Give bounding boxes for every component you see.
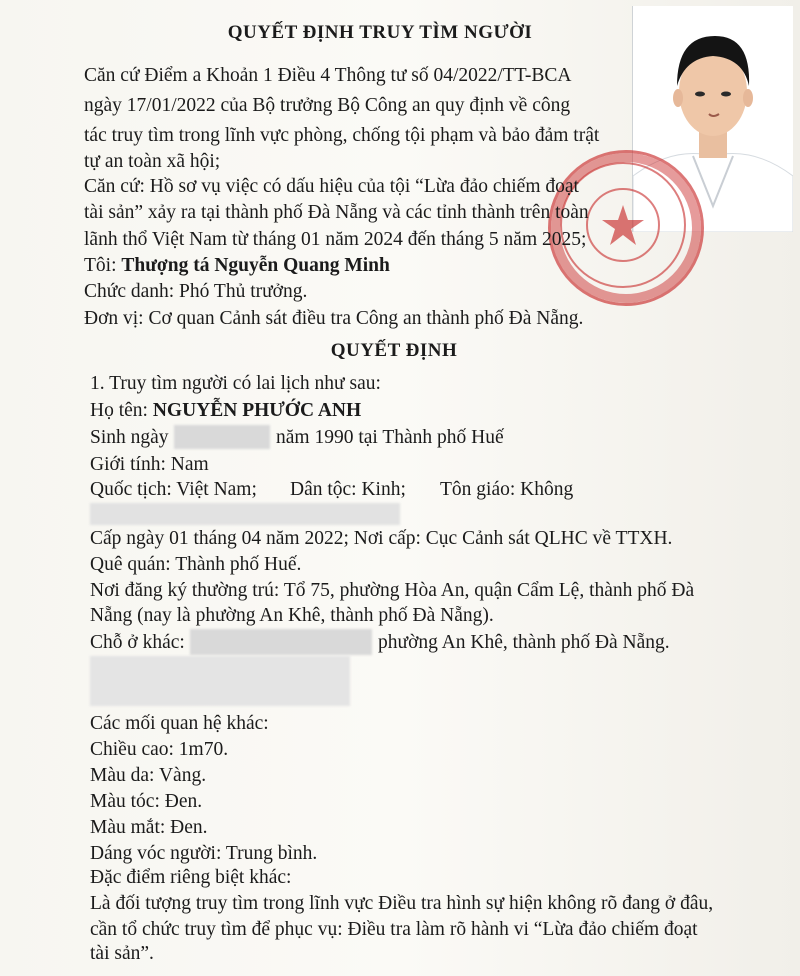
- decision-title: QUYẾT ĐỊNH: [330, 340, 458, 361]
- desc-line-2: cần tổ chức truy tìm để phục vụ: Điều tra làm rõ hành vi “Lừa đảo chiếm đoạt: [90, 919, 698, 940]
- redacted-block: [90, 656, 350, 706]
- issued-line: Cấp ngày 01 tháng 04 năm 2022; Nơi cấp: Cục Cảnh sát QLHC về TTXH.: [90, 528, 673, 549]
- officer-line: [84, 254, 390, 278]
- name-prefix: Họ tên:: [90, 400, 153, 421]
- redacted-dob: [174, 425, 270, 449]
- nationality: Quốc tịch: Việt Nam;: [90, 479, 257, 500]
- redacted-other-address: [190, 629, 372, 655]
- other-address-prefix: Chỗ ở khác:: [90, 632, 185, 653]
- desc-line-3: tài sản”.: [90, 943, 154, 964]
- suspect-name: NGUYỄN PHƯỚC ANH: [152, 400, 362, 421]
- gender-line: Giới tính: Nam: [90, 454, 209, 475]
- redacted-id-line: [90, 503, 400, 525]
- ethnicity: Dân tộc: Kinh;: [290, 479, 406, 500]
- basis2-line-3: lãnh thổ Việt Nam từ tháng 01 năm 2024 đến tháng 5 năm 2025;: [84, 229, 587, 250]
- relations-line: Các mối quan hệ khác:: [90, 713, 269, 734]
- skin-line: Màu da: Vàng.: [90, 765, 207, 786]
- hometown-line: Quê quán: Thành phố Huế.: [90, 554, 302, 575]
- basis-line-4: tự an toàn xã hội;: [84, 151, 221, 172]
- position-line: Chức danh: Phó Thủ trưởng.: [84, 281, 308, 302]
- officer-name: Thượng tá Nguyễn Quang Minh: [121, 255, 390, 276]
- basis-line-1: Căn cứ Điểm a Khoản 1 Điều 4 Thông tư số 04/2022/TT-BCA: [84, 65, 572, 86]
- document-title: QUYẾT ĐỊNH TRUY TÌM NGƯỜI: [227, 22, 533, 43]
- other-address-suffix: phường An Khê, thành phố Đà Nẵng.: [378, 632, 670, 653]
- dob-prefix: Sinh ngày: [90, 427, 169, 448]
- religion: Tôn giáo: Không: [440, 479, 574, 500]
- eyes-line: Màu mắt: Đen.: [90, 817, 208, 838]
- name-line: [90, 399, 361, 423]
- basis2-line-1: Căn cứ: Hồ sơ vụ việc có dấu hiệu của tội “Lừa đảo chiếm đoạt: [84, 176, 579, 197]
- features-line: Đặc điểm riêng biệt khác:: [90, 867, 292, 888]
- residence-line-2: Nẵng (nay là phường An Khê, thành phố Đà Nẵng).: [90, 605, 494, 626]
- residence-line-1: Nơi đăng ký thường trú: Tổ 75, phường Hòa An, quận Cẩm Lệ, thành phố Đà: [90, 580, 695, 601]
- basis2-line-2: tài sản” xảy ra tại thành phố Đà Nẵng và các tỉnh thành trên toàn: [84, 202, 589, 223]
- unit-line: Đơn vị: Cơ quan Cảnh sát điều tra Công an thành phố Đà Nẵng.: [84, 308, 584, 329]
- hair-line: Màu tóc: Đen.: [90, 791, 203, 812]
- item-1: 1. Truy tìm người có lai lịch như sau:: [90, 373, 381, 394]
- build-line: Dáng vóc người: Trung bình.: [90, 843, 318, 864]
- height-line: Chiều cao: 1m70.: [90, 739, 229, 760]
- basis-line-2: ngày 17/01/2022 của Bộ trưởng Bộ Công an quy định về công: [84, 95, 571, 116]
- dob-suffix: năm 1990 tại Thành phố Huế: [276, 427, 504, 448]
- basis-line-3: tác truy tìm trong lĩnh vực phòng, chống tội phạm và bảo đảm trật: [84, 125, 600, 146]
- desc-line-1: Là đối tượng truy tìm trong lĩnh vực Điều tra hình sự hiện không rõ đang ở đâu,: [90, 893, 714, 914]
- officer-prefix: Tôi:: [84, 255, 122, 276]
